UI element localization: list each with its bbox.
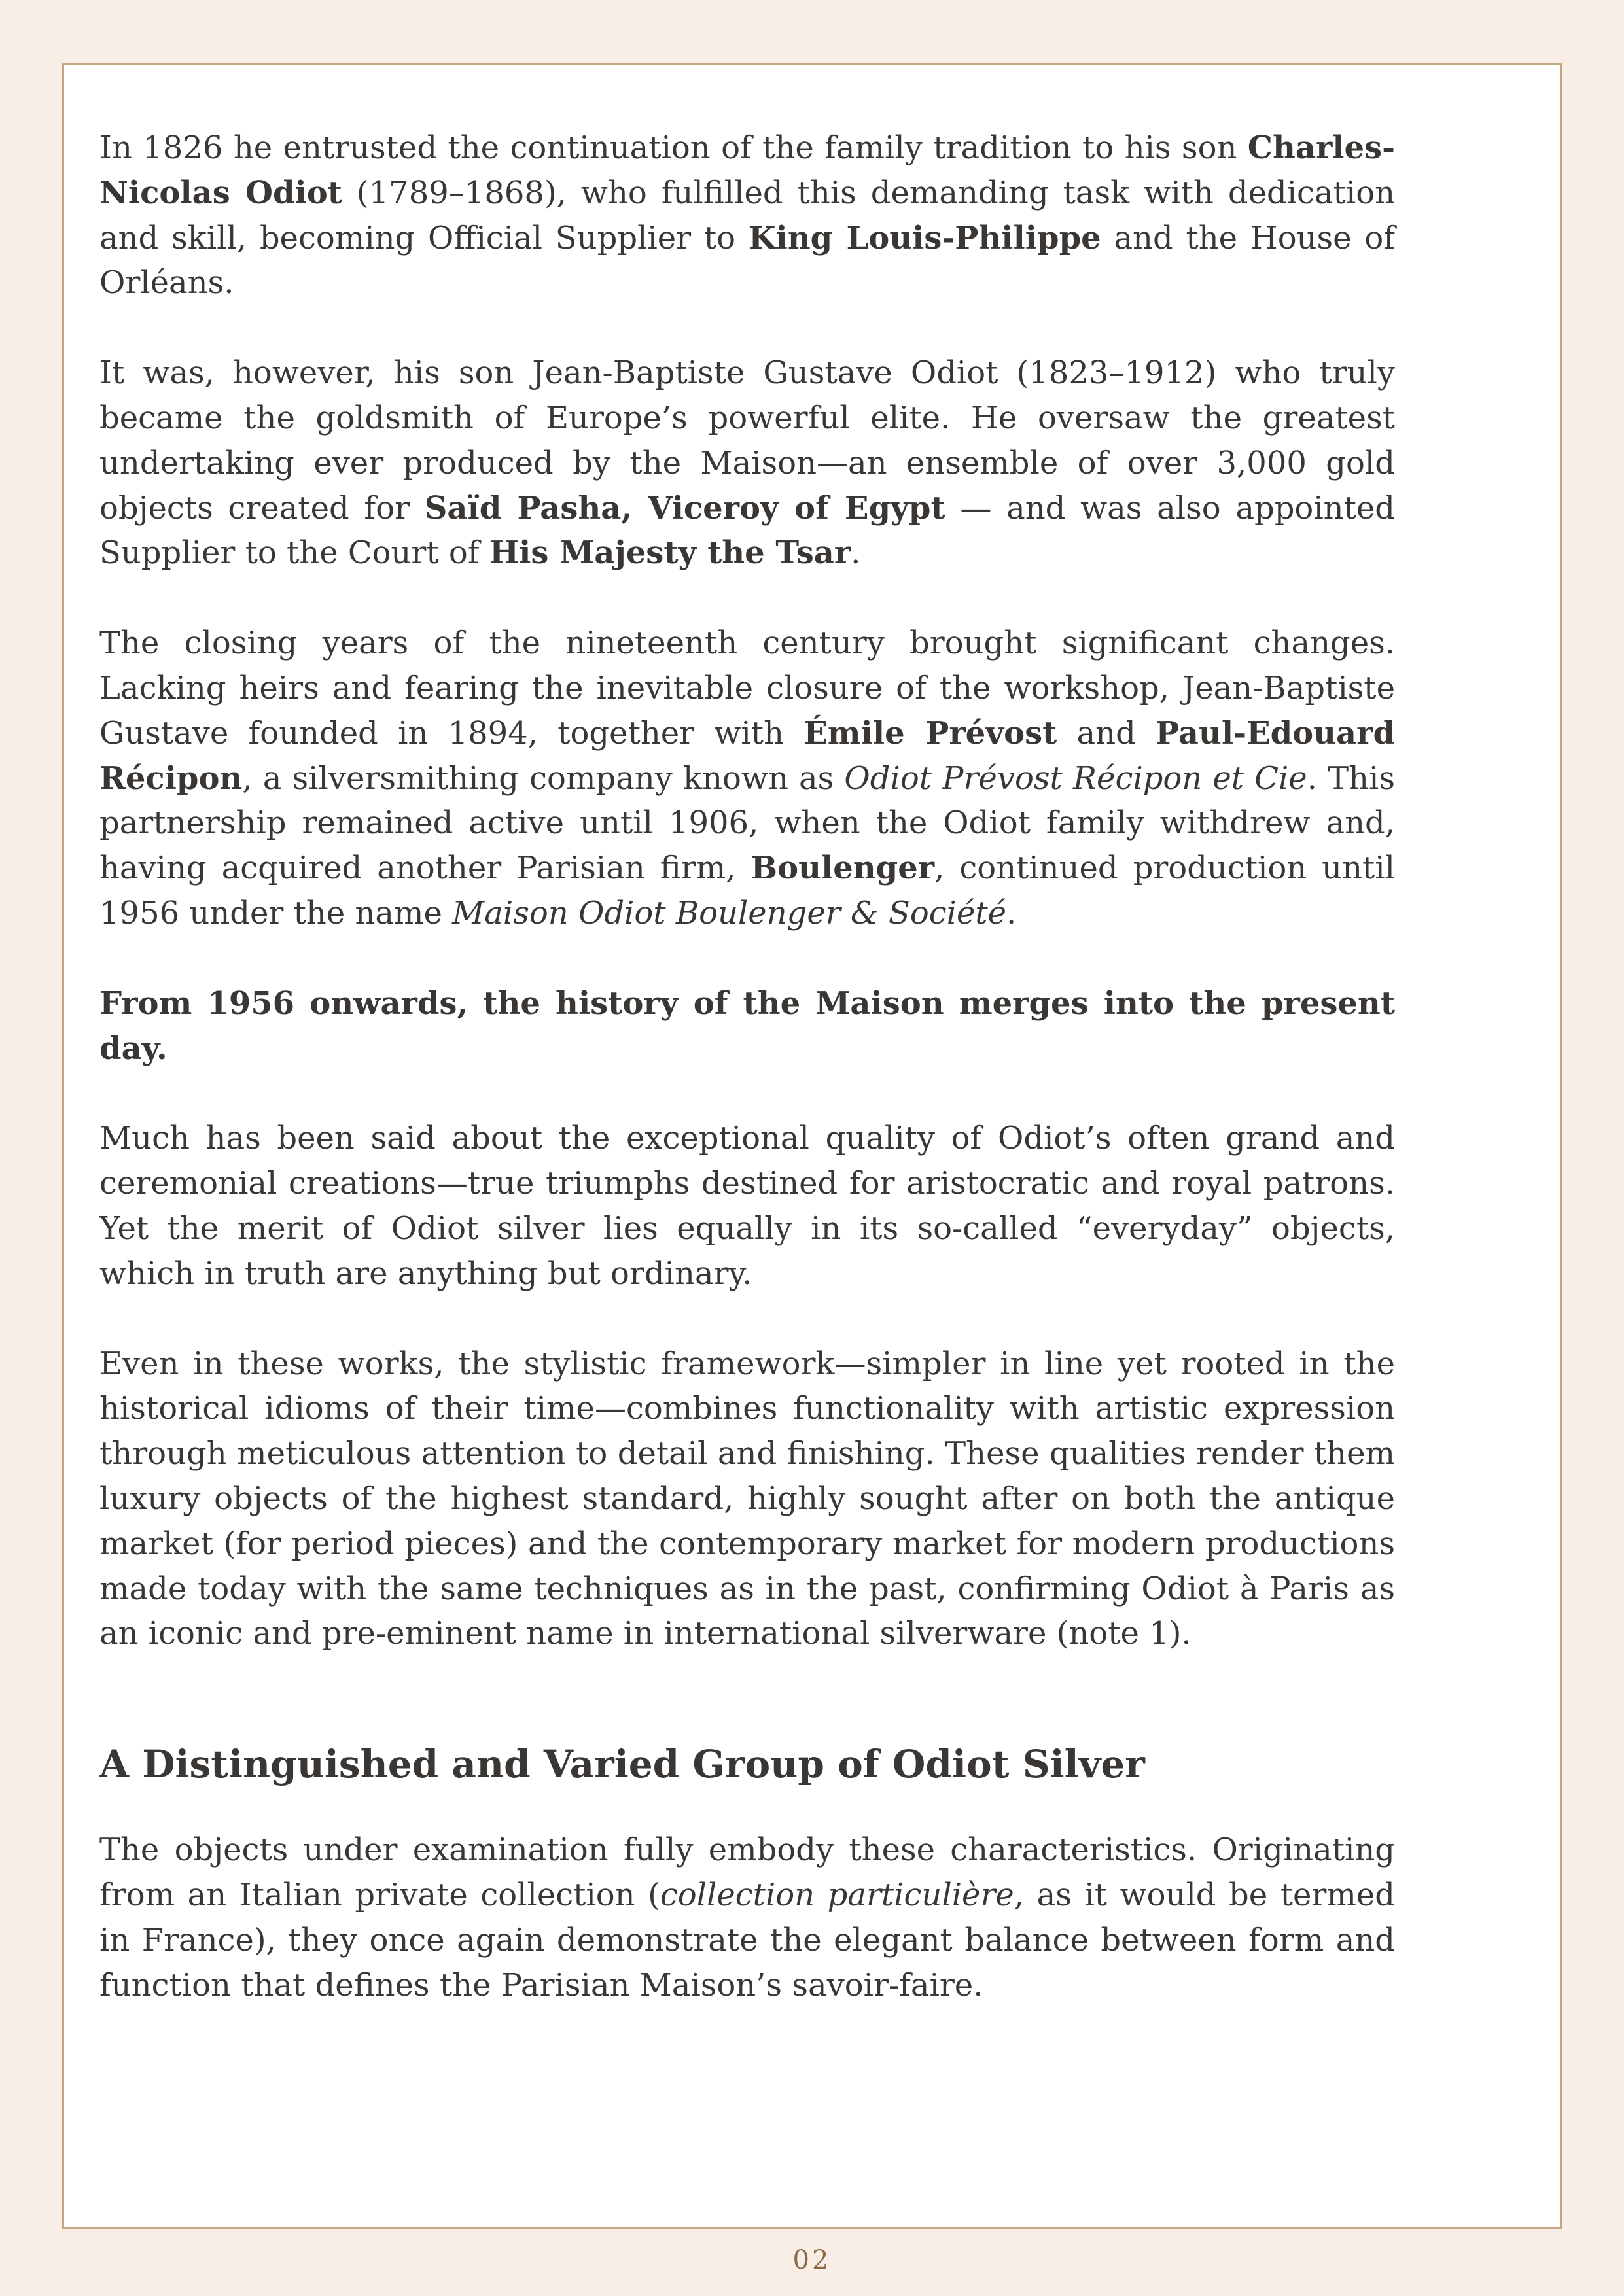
paragraph-1956-onwards: From 1956 onwards, the history of the Maison merges into the present day. (99, 984, 1395, 1067)
name-king-louis-philippe: King Louis-Philippe (748, 219, 1101, 256)
name-emile-prevost: Émile Prévost (803, 714, 1057, 752)
section-heading: A Distinguished and Varied Group of Odiot Silver (99, 1742, 1145, 1787)
paragraph-exceptional-quality: Much has been said about the exceptional quality of Odiot’s often grand and ceremonial creations—true triumphs destined for aristocratic and royal patrons. Yet the merit of Odiot silver lies equally in its so-called “everyday” objects, which in truth are anything but ordinary. (99, 1120, 1395, 1292)
paragraph-nineteenth-century: The closing years of the nineteenth century brought significant changes. Lacking heirs and fearing the inevitable closure of the workshop, Jean-Baptiste Gustave founded in 1894, together with Émile Prévost and Paul-Edouard Récipon, a silversmithing company known as Odiot Prévost Récipon et Cie. This partnership remained active until 1906, when the Odiot family withdrew and, having acquired another Parisian firm, Boulenger, continued production until 1956 under the name Maison Odiot Boulenger & Société. (99, 625, 1396, 931)
paragraph-jean-baptiste-gustave: It was, however, his son Jean-Baptiste Gustave Odiot (1823–1912) who truly became the goldsmith of Europe’s powerful elite. He oversaw the greatest undertaking ever produced by the Maison—an ensemble of over 3,000 gold objects created for Saïd Pasha, Viceroy of Egypt — and was also appointed Supplier to the Court of His Majesty the Tsar. (99, 355, 1396, 572)
paragraph-charles-nicolas: In 1826 he entrusted the continuation of the family tradition to his son Charles-Nicolas Odiot (1789–1868), who fulfilled this demanding task with dedication and skill, becoming Official Supplier to King Louis-Philippe and the House of Orléans. (99, 130, 1396, 302)
name-said-pasha: Saïd Pasha, Viceroy of Egypt (424, 489, 945, 527)
name-charles-nicolas-odiot: Charles-Nicolas Odiot (99, 130, 1395, 211)
name-tsar: His Majesty the Tsar (489, 534, 851, 572)
paragraph-stylistic-framework: Even in these works, the stylistic framework—simpler in line yet rooted in the historical idioms of their time—combines functionality with artistic expression through meticulous attention to detail and finishing. These qualities render them luxury objects of the highest standard, highly sought after on both the antique market (for period pieces) and the contemporary market for modern productions made today with the same techniques as in the past, confirming Odiot à Paris as an iconic and pre-eminent name in international silverware (note 1). (99, 1345, 1395, 1652)
paragraph-objects-under-examination: The objects under examination fully embody these characteristics. Originating from an Italian private collection (collection particulière, as it would be termed in France), they once again demonstrate the elegant balance between form and function that defines the Parisian Maison’s savoir-faire. (99, 1832, 1396, 2004)
company-maison-odiot-boulenger: Maison Odiot Boulenger & Société (452, 894, 1007, 931)
page-number: 02 (792, 2245, 832, 2275)
company-odiot-prevost-recipon: Odiot Prévost Récipon et Cie (844, 759, 1307, 797)
name-paul-edouard-recipon: Paul-Edouard Récipon (99, 714, 1396, 797)
term-collection-particuliere: collection particulière (660, 1876, 1014, 1913)
name-boulenger: Boulenger (750, 850, 935, 887)
document-body (99, 126, 1395, 2008)
